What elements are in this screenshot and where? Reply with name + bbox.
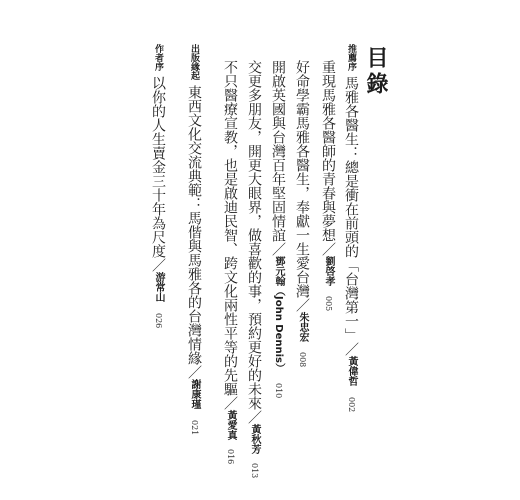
toc-entry[interactable] xyxy=(150,44,167,328)
toc-entry[interactable] xyxy=(343,44,360,412)
entry-author: 鄧元翰（John Dennis） xyxy=(273,256,284,374)
entry-page: 016 xyxy=(226,449,235,465)
entry-title: 重現馬雅各醫師的青春與夢想／ xyxy=(320,60,336,256)
entry-author: 黃偉哲 xyxy=(346,356,357,386)
section-label-publication: 出版緣起 xyxy=(189,44,199,80)
toc-entry[interactable] xyxy=(294,60,311,367)
entry-page: 026 xyxy=(154,313,163,329)
section-label-author-preface: 作者序 xyxy=(153,44,163,71)
entry-author: 劉啓孝 xyxy=(323,256,334,286)
toc-entry[interactable] xyxy=(246,60,263,478)
entry-author: 黃愛真 xyxy=(225,410,236,440)
entry-title: 東西文化交流典範：馬偕與馬雅各的台灣情緣／ xyxy=(186,85,202,379)
toc-entry[interactable] xyxy=(320,60,337,311)
entry-page: 005 xyxy=(324,296,333,312)
entry-page: 010 xyxy=(274,383,283,399)
entry-title: 交更多朋友，開更大眼界，做喜歡的事，預約更好的未來／ xyxy=(246,60,262,424)
entry-title: 馬雅各醫生：總是衝在前頭的「台灣第一」／ xyxy=(343,76,359,356)
entry-author: 游常山 xyxy=(153,272,164,302)
entry-title: 開啟英國與台灣百年堅固情誼／ xyxy=(270,60,286,256)
toc-heading: 目錄 xyxy=(363,46,388,98)
entry-title: 好命學霸馬雅各醫生，奉獻一生愛台灣／ xyxy=(294,60,310,312)
entry-title: 不只醫療宣教，也是啟迪民智、跨文化兩性平等的先驅／ xyxy=(222,60,238,410)
entry-page: 008 xyxy=(298,352,307,368)
toc-entry[interactable] xyxy=(270,60,287,398)
entry-author: 黃秋芳 xyxy=(249,424,260,454)
entry-title: 以你的人生賣金三十年為尺度／ xyxy=(150,76,166,272)
entry-page: 002 xyxy=(347,397,356,413)
entry-author: 謝康瑾 xyxy=(189,379,200,409)
entry-page: 013 xyxy=(250,463,259,479)
entry-page: 021 xyxy=(190,420,199,436)
toc-entry[interactable] xyxy=(222,60,239,464)
entry-author: 朱忠宏 xyxy=(297,312,308,342)
section-label-recommendation: 推薦序 xyxy=(346,44,356,71)
toc-entry[interactable] xyxy=(186,44,203,435)
